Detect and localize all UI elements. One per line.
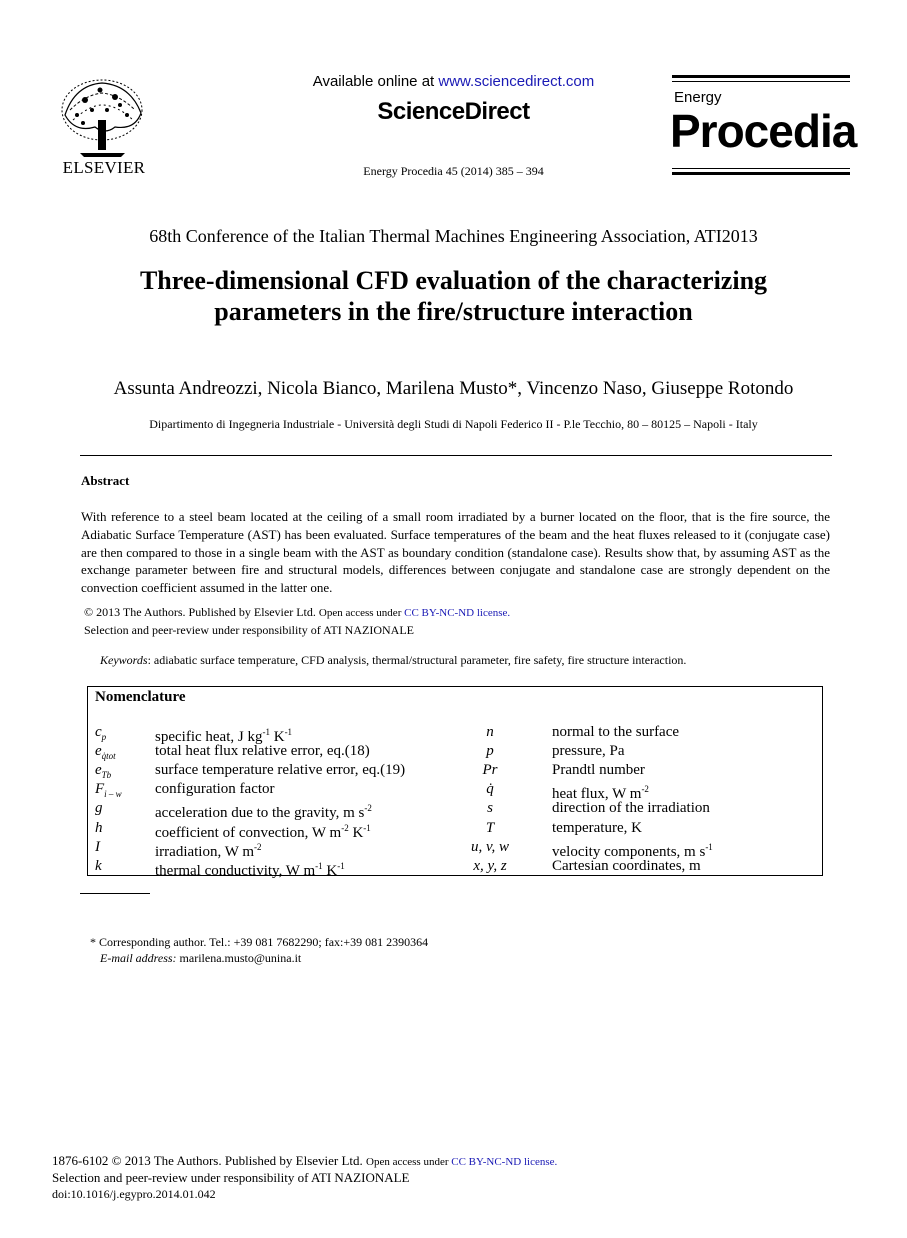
symbol-main: k <box>95 857 102 874</box>
desc-text: configuration factor <box>155 781 275 798</box>
nomenclature-symbol <box>95 857 102 876</box>
sciencedirect-logo: ScienceDirect <box>377 98 530 125</box>
bottom-copyright <box>52 1153 557 1169</box>
available-prefix: Available online at <box>312 73 439 90</box>
symbol-main: e <box>95 762 102 779</box>
nomenclature-description <box>155 857 345 881</box>
desc-text: Prandtl number <box>552 762 645 779</box>
keywords-text: : adiabatic surface temperature, CFD analysis, thermal/structural parameter, fire safety, fire structure interaction. <box>147 653 687 667</box>
sciencedirect-link[interactable]: www.sciencedirect.com <box>438 73 595 90</box>
desc-text: pressure, Pa <box>552 743 625 760</box>
nomenclature-description <box>155 761 405 780</box>
open-access-text: Open access under <box>318 607 405 619</box>
bottom-peer-review: Selection and peer-review under responsibility of ATI NAZIONALE <box>52 1170 410 1185</box>
peer-review-line: Selection and peer-review under responsibility of ATI NAZIONALE <box>84 623 414 637</box>
nomenclature-description <box>155 780 275 799</box>
symbol-subscript: p <box>101 732 107 742</box>
desc-text: coefficient of convection, W m <box>155 824 342 841</box>
desc-text: thermal conductivity, W m <box>155 862 316 879</box>
nomenclature-symbol: T <box>485 819 495 836</box>
title-line-1: Three-dimensional CFD evaluation of the characterizing <box>139 266 768 295</box>
author-list: Assunta Andreozzi, Nicola Bianco, Marilena Musto*, Vincenzo Naso, Giuseppe Rotondo <box>113 378 794 399</box>
abstract-heading: Abstract <box>81 473 130 488</box>
desc-exponent: -1 <box>705 841 713 852</box>
desc-text: Cartesian coordinates, m <box>552 857 701 874</box>
footnote-rule <box>80 893 150 894</box>
copyright-text: © 2013 The Authors. Published by Elsevier Ltd. <box>84 605 319 619</box>
keywords-label: Keywords <box>100 653 148 667</box>
nomenclature-description <box>552 799 710 818</box>
symbol-main: e <box>95 743 102 760</box>
desc-text: normal to the surface <box>552 724 680 740</box>
logo-rule-bottom <box>672 172 850 175</box>
desc-text: specific heat, J kg <box>155 729 263 745</box>
email-address[interactable]: marilena.musto@unina.it <box>176 951 302 965</box>
copyright-line <box>84 605 510 620</box>
nomenclature-symbol: x, y, z <box>473 857 507 874</box>
desc-exponent: -1 <box>363 822 371 833</box>
desc-text: direction of the irradiation <box>552 800 710 817</box>
nomenclature-heading: Nomenclature <box>95 689 186 705</box>
desc-exponent: -1 <box>284 727 293 737</box>
title-line-2: parameters in the fire/structure interaction <box>214 297 693 326</box>
nomenclature-description <box>552 857 701 876</box>
journal-logo-procedia: Procedia <box>670 105 857 157</box>
logo-rule-bottom-thin <box>672 168 850 169</box>
desc-text: surface temperature relative error, eq.(19) <box>155 762 406 779</box>
nomenclature-symbol: n <box>486 724 494 740</box>
desc-text: total heat flux relative error, eq.(18) <box>155 743 370 760</box>
symbol-subscript: i – w <box>104 789 122 800</box>
nomenclature-symbol: q̇ <box>486 781 494 798</box>
nomenclature-symbol: u, v, w <box>470 838 510 855</box>
affiliation: Dipartimento di Ingegneria Industriale - Università degli Studi di Napoli Federico II - P.le Tecchio, 80 – 80125 – Napoli - Italy <box>149 417 758 431</box>
doi[interactable]: doi:10.1016/j.egypro.2014.01.042 <box>52 1187 216 1201</box>
desc-exponent: -1 <box>337 860 345 871</box>
nomenclature-description <box>552 761 645 780</box>
paper-title <box>60 265 847 327</box>
desc-exponent: -2 <box>341 822 349 833</box>
nomenclature-symbol <box>95 838 100 857</box>
desc-unit: K <box>269 729 285 745</box>
desc-exponent: -1 <box>315 860 323 871</box>
nomenclature-description <box>552 819 642 838</box>
symbol-main: F <box>95 781 105 798</box>
email-label: E-mail address: <box>100 951 177 965</box>
desc-exponent: -1 <box>262 727 270 737</box>
logo-rule-top-thin <box>672 81 850 82</box>
elsevier-wordmark: ELSEVIER <box>62 158 146 177</box>
logo-rule-top <box>672 75 850 78</box>
nomenclature-symbol: Pr <box>482 762 498 779</box>
journal-reference: Energy Procedia 45 (2014) 385 – 394 <box>363 164 544 178</box>
desc-exponent: -2 <box>254 841 262 852</box>
desc-text: velocity components, m s <box>552 843 706 860</box>
keywords-line <box>100 653 686 668</box>
desc-text: heat flux, W m <box>552 786 642 803</box>
symbol-subscript: Tb <box>101 770 112 781</box>
nomenclature-symbol <box>95 819 103 838</box>
bottom-license-link[interactable]: CC BY-NC-ND license. <box>451 1156 558 1168</box>
abstract-body: With reference to a steel beam located at the ceiling of a small room irradiated by a burner located on the floor, that is the fire source, the Adiabatic Surface Temperature (AST) has been evaluated. Surface temperatures of the beam and the heat fluxes released to it (conjugate case) are then compared to those in a single beam with the AST as boundary condition (standalone case). Results show that, by assuming AST as the exchange parameter between fire and structural models, differences between conjugate and standalone case are strongly dependent on the convection coefficient assumed in the latter one. <box>81 509 830 596</box>
conference-line: 68th Conference of the Italian Thermal Machines Engineering Association, ATI2013 <box>149 226 758 246</box>
desc-text: irradiation, W m <box>155 843 255 860</box>
symbol-main: g <box>95 800 103 817</box>
desc-unit: K <box>348 824 364 841</box>
email-line <box>100 951 301 966</box>
desc-text: temperature, K <box>552 819 642 836</box>
nomenclature-symbol: p <box>486 743 494 760</box>
section-divider <box>80 455 832 456</box>
desc-exponent: -2 <box>364 803 372 814</box>
symbol-main: h <box>95 819 103 836</box>
journal-logo-energy: Energy <box>674 89 722 106</box>
nomenclature-description <box>552 723 679 742</box>
nomenclature-description <box>155 742 370 761</box>
desc-exponent: -2 <box>641 784 649 795</box>
nomenclature-symbol: s <box>487 800 493 817</box>
license-link[interactable]: CC BY-NC-ND license. <box>404 607 511 619</box>
nomenclature-symbol <box>95 799 103 818</box>
bottom-open-access: Open access under <box>366 1156 452 1168</box>
symbol-main: c <box>95 724 102 740</box>
desc-text: acceleration due to the gravity, m s <box>155 805 365 822</box>
corresponding-author: * Corresponding author. Tel.: +39 081 7682290; fax:+39 081 2390364 <box>90 935 429 949</box>
desc-unit: K <box>322 862 338 879</box>
symbol-subscript: q̇tot <box>101 751 116 762</box>
symbol-main: I <box>95 838 100 855</box>
bottom-copyright-text: 1876-6102 © 2013 The Authors. Published by Elsevier Ltd. <box>52 1153 367 1168</box>
nomenclature-description <box>552 742 624 761</box>
